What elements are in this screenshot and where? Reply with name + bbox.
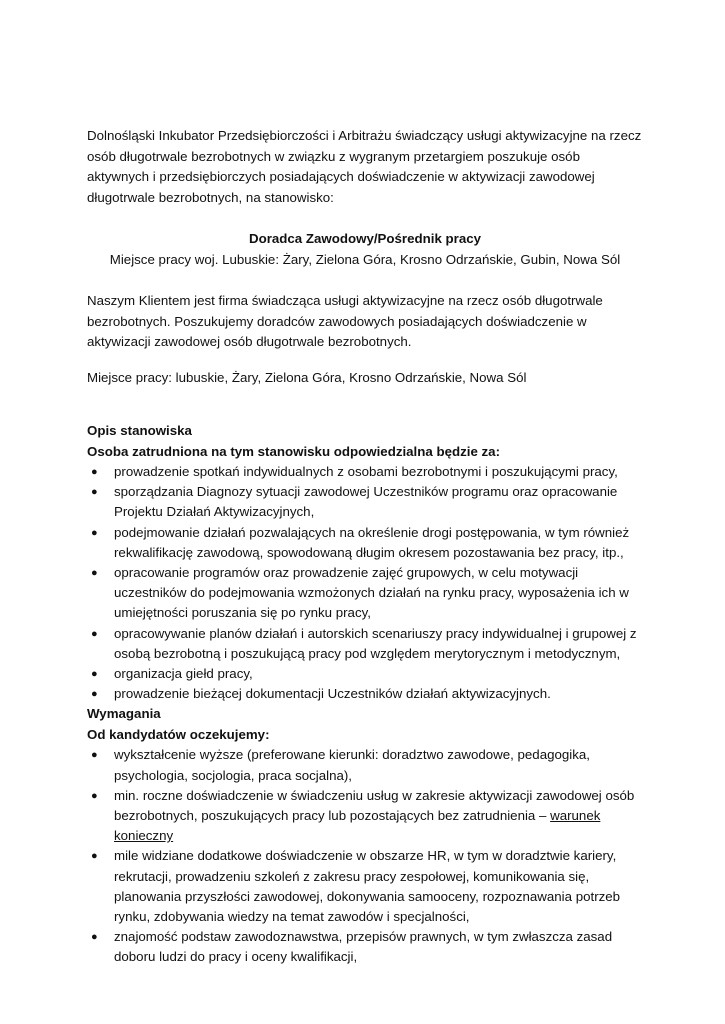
bullet-icon: ●	[91, 526, 98, 539]
list-item	[87, 523, 643, 563]
list-item	[87, 563, 643, 624]
list-item-text: prowadzenie spotkań indywidualnych z osobami bezrobotnymi i poszukującymi pracy,	[114, 464, 618, 479]
bullet-icon: ●	[91, 668, 98, 681]
bullet-icon: ●	[91, 627, 98, 640]
description-heading: Opis stanowiska	[87, 423, 192, 438]
list-item-text: opracowanie programów oraz prowadzenie zajęć grupowych, w celu motywacji uczestników do podejmowania wzmożonych działań na rynku pracy, wyposażenia ich w umiejętności poruszania się po rynku pracy,	[114, 565, 629, 621]
list-item	[87, 786, 643, 847]
bullet-icon: ●	[91, 850, 98, 863]
bullet-icon: ●	[91, 688, 98, 701]
responsibilities-list	[87, 462, 643, 704]
client-paragraph: Naszym Klientem jest firma świadcząca usługi aktywizacyjne na rzecz osób długotrwale bezrobotnych. Poszukujemy doradców zawodowych posiadających doświadczenie w aktywizacji zawodowej osób długotrwale bezrobotnych.	[87, 293, 603, 349]
requirements-subheading: Od kandydatów oczekujemy:	[87, 726, 270, 742]
bullet-icon: ●	[91, 931, 98, 944]
list-item	[87, 684, 643, 704]
list-item-text: prowadzenie bieżącej dokumentacji Uczestników działań aktywizacyjnych.	[114, 686, 551, 702]
list-item-text: organizacja giełd pracy,	[114, 666, 253, 682]
bullet-icon: ●	[91, 749, 98, 762]
description-subheading: Osoba zatrudniona na tym stanowisku odpowiedzialna będzie za:	[87, 443, 501, 459]
list-item	[87, 846, 643, 927]
list-item-text: min. roczne doświadczenie w świadczeniu usług w zakresie aktywizacji zawodowej osób bezrobotnych, poszukujących pracy lub pozostających bez zatrudnienia –	[114, 787, 635, 824]
requirements-list	[87, 745, 643, 967]
list-item-text: podejmowanie działań pozwalających na określenie drogi postępowania, w tym również rekwalifikację zawodową, spowodowaną długim okresem pozostawania bez pracy, itp.,	[114, 524, 630, 560]
list-item-text: sporządzania Diagnozy sytuacji zawodowej Uczestników programu oraz opracowanie Projektu Działań Aktywizacyjnych,	[114, 484, 618, 520]
list-item	[87, 482, 643, 522]
list-item	[87, 624, 643, 664]
list-item	[87, 664, 643, 684]
job-location: Miejsce pracy woj. Lubuskie: Żary, Zielona Góra, Krosno Odrzańskie, Gubin, Nowa Sól	[109, 251, 621, 267]
list-item	[87, 462, 643, 482]
job-title: Doradca Zawodowy/Pośrednik pracy	[248, 231, 482, 246]
intro-paragraph: Dolnośląski Inkubator Przedsiębiorczości i Arbitrażu świadczący usługi aktywizacyjne na rzecz osób długotrwale bezrobotnych w związku z wygranym przetargiem poszukuje osób aktywnych i przedsiębiorczych posiadających doświadczenie w aktywizacji zawodowej długotrwale bezrobotnych, na stanowisko:	[87, 128, 642, 205]
list-item-text: znajomość podstaw zawodoznawstwa, przepisów prawnych, w tym zwłaszcza zasad doboru ludzi do pracy i oceny kwalifikacji,	[114, 929, 613, 965]
bullet-icon: ●	[91, 567, 98, 580]
bullet-icon: ●	[91, 466, 98, 478]
workplace-paragraph: Miejsce pracy: lubuskie, Żary, Zielona Góra, Krosno Odrzańskie, Nowa Sól	[87, 369, 527, 385]
required-condition-note: warunek konieczny	[114, 808, 601, 844]
bullet-icon: ●	[91, 789, 98, 802]
bullet-icon: ●	[91, 486, 98, 499]
list-item-text: opracowywanie planów działań i autorskich scenariuszy pracy indywidualnej i grupowej z osobą bezrobotną i poszukującą pracy pod względem merytorycznym i metodycznym,	[114, 625, 637, 661]
list-item	[87, 745, 643, 785]
list-item-text: wykształcenie wyższe (preferowane kierunki: doradztwo zawodowe, pedagogika, psychologia, socjologia, praca socjalna),	[114, 747, 590, 783]
list-item-text: mile widziane dodatkowe doświadczenie w obszarze HR, w tym w doradztwie kariery, rekrutacji, prowadzeniu szkoleń z zakresu pracy zespołowej, komunikowania się, planowania przyszłości zawodowej, dokonywania samooceny, rozpoznawania potrzeb rynku, zdobywania wiedzy na temat zawodów i specjalności,	[114, 848, 621, 925]
list-item	[87, 927, 643, 967]
requirements-heading: Wymagania	[87, 706, 161, 722]
